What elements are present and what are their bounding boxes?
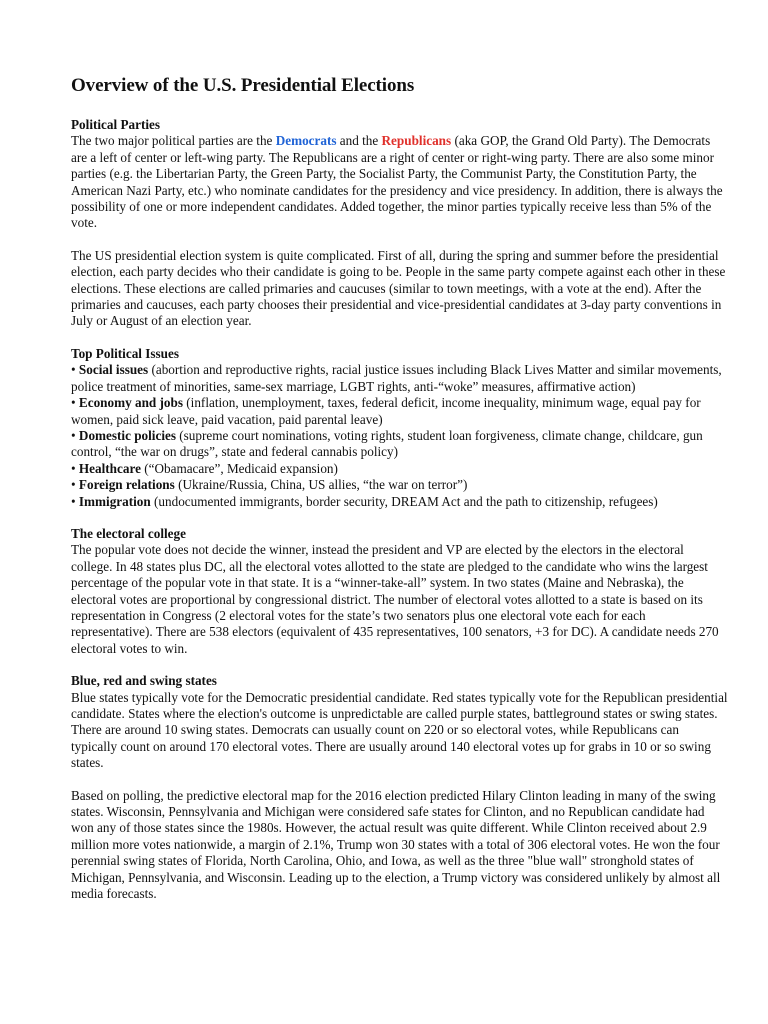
electoral-college-section [71, 526, 728, 657]
electoral-college-heading: The electoral college [71, 525, 186, 541]
polling-paragraph: Based on polling, the predictive electoral map for the 2016 election predicted Hilary Clinton leading in many of the swing states. Wisconsin, Pennsylvania and Michigan were considered safe states for Clinton, and no Republican candidate had won any of those states since the 1980s. However, the actual result was quite different. While Clinton received about 2.9 million more votes nationwide, a margin of 2.1%, Trump won 30 states with a total of 306 electoral votes. He won the four perennial swing states of Florida, North Carolina, Ohio, and Iowa, as well as the three "blue wall" stronghold states of Michigan, Pennsylvania, and Wisconsin. Leading up to the election, a Trump victory was considered unlikely by almost all media forecasts. [71, 787, 721, 902]
issue-desc: (undocumented immigrants, border security, DREAM Act and the path to citizenship, refugees) [150, 493, 658, 509]
issue-term: Immigration [78, 493, 151, 509]
issues-section [71, 346, 728, 510]
issue-item-social: • Social issues (abortion and reproductive rights, racial justice issues including Black Lives Matter and similar movements, police treatment of minorities, same-sex marriage, LGBT rights, anti-“woke” measures, affirmative action) [71, 362, 722, 394]
parties-text-3: (aka GOP, the Grand Old Party). The Democrats are a left of center or left-wing party. The Republicans are a right of center or right-wing party. There are also some minor parties (e.g. the Libertarian Party, the Green Party, the Socialist Party, the Communist Party, the Constitution Party, the American Nazi Party, etc.) who nominate candidates for the presidency and vice presidency. In addition, there is always the possibility of one or more independent candidates. Added together, the minor parties typically receive less than 5% of the vote. [71, 133, 723, 231]
swing-states-heading: Blue, red and swing states [71, 673, 217, 689]
swing-states-body: Blue states typically vote for the Democratic presidential candidate. Red states typically vote for the Republican presidential candidate. States where the election's outcome is unpredictable are called purple states, battleground states or swing states. There are around 10 swing states. Democrats can usually count on 220 or so electoral votes, while Republicans can typically count on around 170 electoral votes. There are usually around 140 electoral votes up for grabs in 10 or so swing states. [71, 689, 728, 771]
issue-term: Healthcare [78, 460, 141, 476]
issue-term: Domestic policies [78, 427, 176, 443]
issue-desc: (inflation, unemployment, taxes, federal deficit, income inequality, minimum wage, equal pay for women, paid sick leave, paid vacation, paid parental leave) [71, 395, 701, 427]
issue-term: Social issues [78, 362, 149, 378]
issue-item-foreign: • Foreign relations (Ukraine/Russia, China, US allies, “the war on terror”) [71, 477, 468, 493]
issue-desc: (supreme court nominations, voting rights, student loan forgiveness, climate change, childcare, gun control, “the war on drugs”, state and federal cannabis policy) [71, 427, 703, 460]
political-parties-heading: Political Parties [71, 117, 160, 132]
issue-term: Economy and jobs [78, 395, 183, 411]
electoral-college-body: The popular vote does not decide the winner, instead the president and VP are elected by the electors in the electoral college. In 48 states plus DC, all the electoral votes allotted to the state are pledged to the candidate who wins the largest percentage of the popular vote in that state. It is a “winner-take-all” system. In two states (Maine and Nebraska), the electoral votes are proportional by congressional district. The number of electoral votes allotted to a state is based on its representation in Congress (2 electoral votes for the state’s two senators plus one electoral vote each for each representative). There are 538 electors (equivalent of 435 representatives, 100 senators, +3 for DC). A candidate needs 270 electoral votes to win. [71, 542, 719, 656]
parties-text-2: and the [336, 133, 382, 149]
parties-text-1: The two major political parties are the [71, 133, 276, 149]
democrats-label: Democrats [275, 133, 337, 149]
political-parties-section [71, 117, 728, 232]
swing-states-section [71, 673, 728, 771]
issue-item-economy: • Economy and jobs (inflation, unemployment, taxes, federal deficit, income inequality, minimum wage, equal pay for women, paid sick leave, paid vacation, paid parental leave) [71, 395, 701, 427]
issues-heading: Top Political Issues [71, 345, 179, 361]
issue-term: Foreign relations [78, 477, 175, 493]
issue-item-immigration: • Immigration (undocumented immigrants, border security, DREAM Act and the path to citizenship, refugees) [71, 493, 658, 509]
issue-desc: (“Obamacare”, Medicaid expansion) [140, 460, 338, 476]
republicans-label: Republicans [381, 133, 452, 149]
issue-item-healthcare: • Healthcare (“Obamacare”, Medicaid expansion) [71, 460, 338, 476]
issue-desc: (Ukraine/Russia, China, US allies, “the war on terror”) [174, 477, 468, 493]
election-system-paragraph: The US presidential election system is quite complicated. First of all, during the spring and summer before the presidential election, each party decides who their candidate is going to be. People in the same party compete against each other in these elections. These elections are called primaries and caucuses (similar to town meetings, with a vote at the end). After the primaries and caucuses, each party chooses their presidential and vice-presidential candidates at 3-day party conventions in July or August of an election year. [71, 247, 726, 329]
page-title: Overview of the U.S. Presidential Elections [71, 75, 415, 96]
issue-desc: (abortion and reproductive rights, racial justice issues including Black Lives Matter and similar movements, police treatment of minorities, same-sex marriage, LGBT rights, anti-“woke” measures, affirmative action) [71, 362, 722, 394]
issue-item-domestic: • Domestic policies (supreme court nominations, voting rights, student loan forgiveness, climate change, childcare, gun control, “the war on drugs”, state and federal cannabis policy) [71, 427, 703, 460]
